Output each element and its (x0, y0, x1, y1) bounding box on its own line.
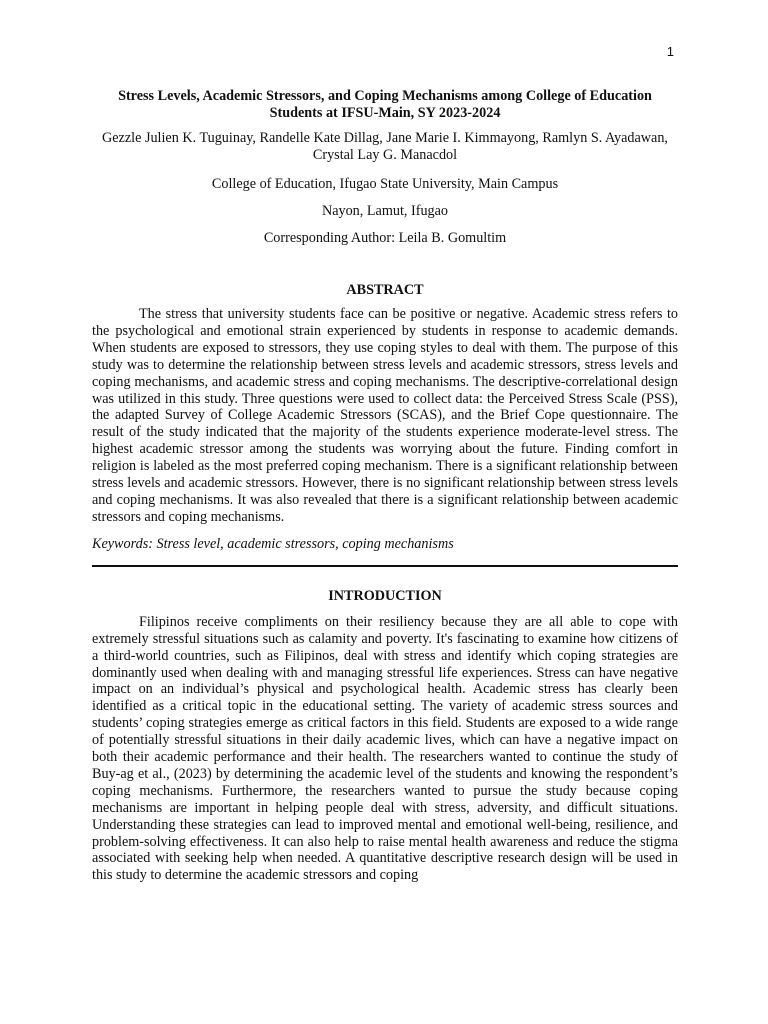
keywords: Keywords: Stress level, academic stressors, coping mechanisms (92, 535, 454, 552)
abstract-heading: ABSTRACT (346, 282, 424, 298)
corresponding-author: Corresponding Author: Leila B. Gomultim (263, 230, 507, 246)
affiliation: College of Education, Ifugao State University, Main Campus (211, 176, 559, 192)
address: Nayon, Lamut, Ifugao (321, 203, 449, 219)
author-list: Gezzle Julien K. Tuguinay, Randelle Kate Dillag, Jane Marie I. Kimmayong, Ramlyn S. Ayadawan, Crystal Lay G. Manacdol (102, 130, 668, 163)
paper-title: Stress Levels, Academic Stressors, and Coping Mechanisms among College of Education Students at IFSU-Main, SY 2023-2024 (118, 88, 652, 121)
page-number: 1 (666, 44, 674, 59)
abstract-text: The stress that university students face can be positive or negative. Academic stress refers to the psychological and emotional strain experienced by students in response to academic demands. When students are exposed to stressors, they use coping styles to deal with them. The purpose of this study was to determine the relationship between stress levels and academic stressors, stress levels and coping mechanisms, and academic stress and coping mechanisms. The descriptive-correlational design was utilized in this study. Three questions were used to collect data: the Perceived Stress Scale (PSS), the adapted Survey of College Academic Stressors (SCAS), and the Brief Cope questionnaire. The result of the study indicated that the majority of the students experience moderate-level stress. The highest academic stressor among the students was worrying about the future. Finding comfort in religion is labeled as the most preferred coping mechanism. There is a significant relationship between stress levels and academic stressors. However, there is no significant relationship between stress levels and coping mechanisms. It was also revealed that there is a significant relationship between academic stressors and coping mechanisms. (92, 306, 678, 525)
introduction-heading: INTRODUCTION (328, 587, 442, 604)
paper-body (92, 88, 678, 884)
introduction-text: Filipinos receive compliments on their resiliency because they are all able to cope with extremely stressful situations such as calamity and poverty. It's fascinating to examine how citizens of a third-world countries, such as Filipinos, deal with stress and identify which coping strategies are dominantly used when dealing with and managing stressful life experiences. Stress can have negative impact on an individual’s physical and psychological health. Academic stress has clearly been identified as a critical topic in the educational setting. The variety of academic stress sources and students’ coping strategies emerge as critical factors in this field. Students are exposed to a wide range of potentially stressful situations in their daily academic lives, which can have a negative impact on both their academic performance and their health. The researchers wanted to continue the study of Buy-ag et al., (2023) by determining the academic level of the students and knowing the respondent’s coping mechanisms. Furthermore, the researchers wanted to pursue the study because coping mechanisms are important in helping people deal with stress, adversity, and difficult situations. Understanding these strategies can lead to improved mental and emotional well-being, resilience, and problem-solving effectiveness. It can also help to raise mental health awareness and reduce the stigma associated with seeking help when needed. A quantitative descriptive research design will be used in this study to determine the academic stressors and coping (92, 613, 678, 884)
section-divider (92, 565, 678, 567)
